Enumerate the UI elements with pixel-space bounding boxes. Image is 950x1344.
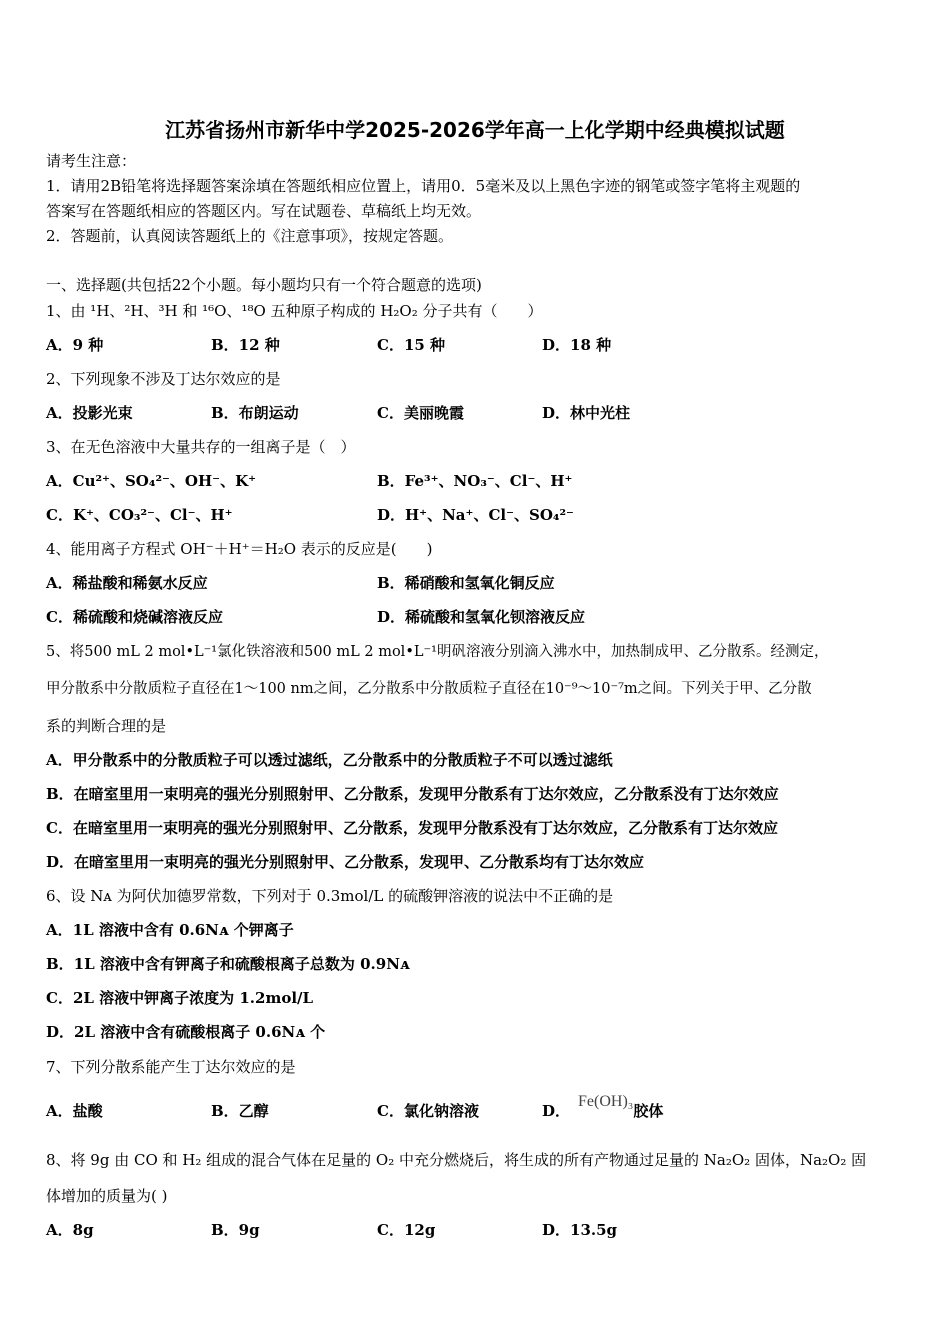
notice-line: 2．答题前，认真阅读答题纸上的《注意事项》，按规定答题。	[46, 227, 454, 245]
option: B．9g	[211, 1221, 260, 1239]
option: D．在暗室里用一束明亮的强光分别照射甲、乙分散系，发现甲、乙分散系均有丁达尔效应	[46, 853, 645, 871]
option: D．2L 溶液中含有硫酸根离子 0.6Nᴀ 个	[46, 1023, 326, 1041]
option: A．甲分散系中的分散质粒子可以透过滤纸，乙分散系中的分散质粒子不可以透过滤纸	[46, 751, 613, 769]
option-label: D．	[542, 1102, 571, 1120]
option: B．12 种	[211, 336, 280, 354]
option: A．9 种	[46, 336, 104, 354]
option-suffix: 胶体	[633, 1102, 664, 1120]
question-stem: 3、在无色溶液中大量共存的一组离子是（ ）	[46, 438, 356, 456]
question-stem: 甲分散系中分散质粒子直径在1～100 nm之间，乙分散系中分散质粒子直径在10⁻⁹～10⁻⁷m之间。下列关于甲、乙分散	[46, 681, 812, 697]
question-stem: 4、能用离子方程式 OH⁻＋H⁺＝H₂O 表示的反应是( )	[46, 540, 433, 558]
section-heading: 一、选择题(共包括22个小题。每小题均只有一个符合题意的选项)	[46, 276, 482, 294]
option	[542, 1093, 664, 1122]
option: C．15 种	[377, 336, 446, 354]
option: B．稀硝酸和氢氧化铜反应	[377, 574, 555, 592]
option: C．美丽晚霞	[377, 404, 464, 422]
option: D．H⁺、Na⁺、Cl⁻、SO₄²⁻	[377, 506, 574, 524]
option: B．在暗室里用一束明亮的强光分别照射甲、乙分散系，发现甲分散系有丁达尔效应，乙分散系没有丁达尔效应	[46, 785, 779, 803]
option: C．稀硫酸和烧碱溶液反应	[46, 608, 223, 626]
option: B．布朗运动	[211, 404, 299, 422]
question-stem: 7、下列分散系能产生丁达尔效应的是	[46, 1058, 296, 1076]
formula-image: Fe(OH)₃	[578, 1093, 634, 1110]
option: C．在暗室里用一束明亮的强光分别照射甲、乙分散系，发现甲分散系没有丁达尔效应，乙分散系有丁达尔效应	[46, 819, 778, 837]
question-stem: 系的判断合理的是	[46, 717, 167, 735]
question-stem: 体增加的质量为( )	[46, 1187, 168, 1205]
option: A．盐酸	[46, 1102, 103, 1120]
option: B．乙醇	[211, 1102, 269, 1120]
notice-line: 答案写在答题纸相应的答题区内。写在试题卷、草稿纸上均无效。	[46, 202, 482, 220]
option: D．13.5g	[542, 1221, 618, 1239]
question-stem: 1、由 ¹H、²H、³H 和 ¹⁶O、¹⁸O 五种原子构成的 H₂O₂ 分子共有（ ）	[46, 302, 543, 320]
option: B．1L 溶液中含有钾离子和硫酸根离子总数为 0.9Nᴀ	[46, 955, 410, 973]
option: A．稀盐酸和稀氨水反应	[46, 574, 208, 592]
option: C．2L 溶液中钾离子浓度为 1.2mol/L	[46, 989, 314, 1007]
option: C．12g	[377, 1221, 436, 1239]
option: C．氯化钠溶液	[377, 1102, 479, 1120]
option: B．Fe³⁺、NO₃⁻、Cl⁻、H⁺	[377, 472, 573, 490]
option: D．稀硫酸和氢氧化钡溶液反应	[377, 608, 586, 626]
option: A．8g	[46, 1221, 94, 1239]
option: D．18 种	[542, 336, 612, 354]
question-stem: 8、将 9g 由 CO 和 H₂ 组成的混合气体在足量的 O₂ 中充分燃烧后，将生成的所有产物通过足量的 Na₂O₂ 固体，Na₂O₂ 固	[46, 1151, 867, 1169]
option: C．K⁺、CO₃²⁻、Cl⁻、H⁺	[46, 506, 233, 524]
option: A．Cu²⁺、SO₄²⁻、OH⁻、K⁺	[46, 472, 257, 490]
question-stem: 6、设 Nᴀ 为阿伏加德罗常数，下列对于 0.3mol/L 的硫酸钾溶液的说法中不正确的是	[46, 887, 614, 905]
option: A．1L 溶液中含有 0.6Nᴀ 个钾离子	[46, 921, 294, 939]
option: A．投影光束	[46, 404, 133, 422]
notice-line: 1．请用2B铅笔将选择题答案涂填在答题纸相应位置上，请用0．5毫米及以上黑色字迹的钢笔或签字笔将主观题的	[46, 177, 801, 195]
option: D．林中光柱	[542, 404, 631, 422]
doc-title: 江苏省扬州市新华中学2025-2026学年高一上化学期中经典模拟试题	[165, 118, 785, 142]
question-stem: 2、下列现象不涉及丁达尔效应的是	[46, 370, 281, 388]
notice-heading: 请考生注意：	[46, 152, 137, 170]
question-stem: 5、将500 mL 2 mol•L⁻¹氯化铁溶液和500 mL 2 mol•L⁻¹明矾溶液分别滴入沸水中，加热制成甲、乙分散系。经测定，	[46, 644, 829, 660]
